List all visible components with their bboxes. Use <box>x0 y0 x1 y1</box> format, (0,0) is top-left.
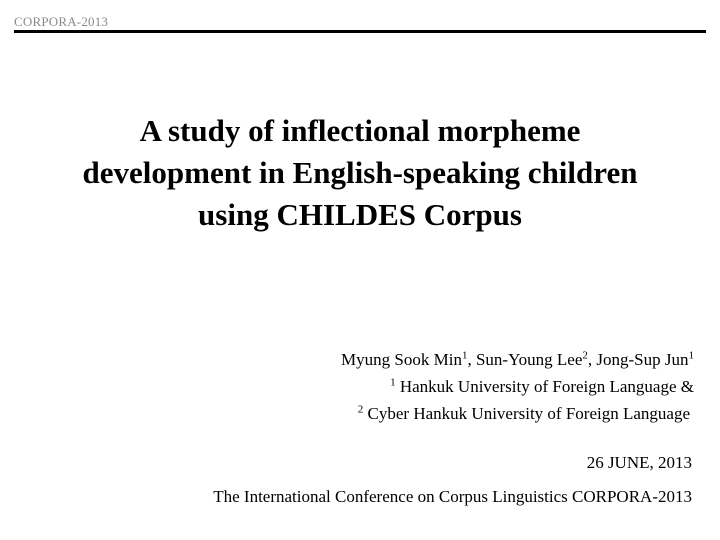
presentation-date: 26 JUNE, 2013 <box>586 453 692 472</box>
affiliation-marker: 1 <box>390 376 396 389</box>
author-name: Myung Sook Min <box>341 350 462 369</box>
author-list <box>174 346 694 373</box>
affiliation-line <box>174 400 694 427</box>
affiliation-text: Hankuk University of Foreign Language & <box>395 377 694 396</box>
author-name: Jong-Sup Jun <box>596 350 689 369</box>
affiliation-marker: 2 <box>357 403 364 416</box>
author-affiliation-marker: 2 <box>582 349 588 362</box>
conference-name: The International Conference on Corpus Linguistics CORPORA-2013 <box>213 487 692 506</box>
affiliation-text: Cyber Hankuk University of Foreign Language <box>363 404 690 423</box>
slide-title <box>0 110 720 236</box>
affiliation-line <box>174 373 694 400</box>
title-line-3: using CHILDES Corpus <box>198 197 522 232</box>
author-separator: , <box>587 350 597 369</box>
title-line-1: A study of inflectional morpheme <box>139 113 581 148</box>
author-separator: , <box>467 350 476 369</box>
header-divider <box>14 30 706 33</box>
header-label: CORPORA-2013 <box>14 14 109 29</box>
title-line-2: development in English-speaking children <box>82 155 638 190</box>
author-block <box>174 346 694 427</box>
author-affiliation-marker: 1 <box>461 349 468 362</box>
author-name: Sun-Young Lee <box>475 350 583 369</box>
author-affiliation-marker: 1 <box>688 349 694 362</box>
